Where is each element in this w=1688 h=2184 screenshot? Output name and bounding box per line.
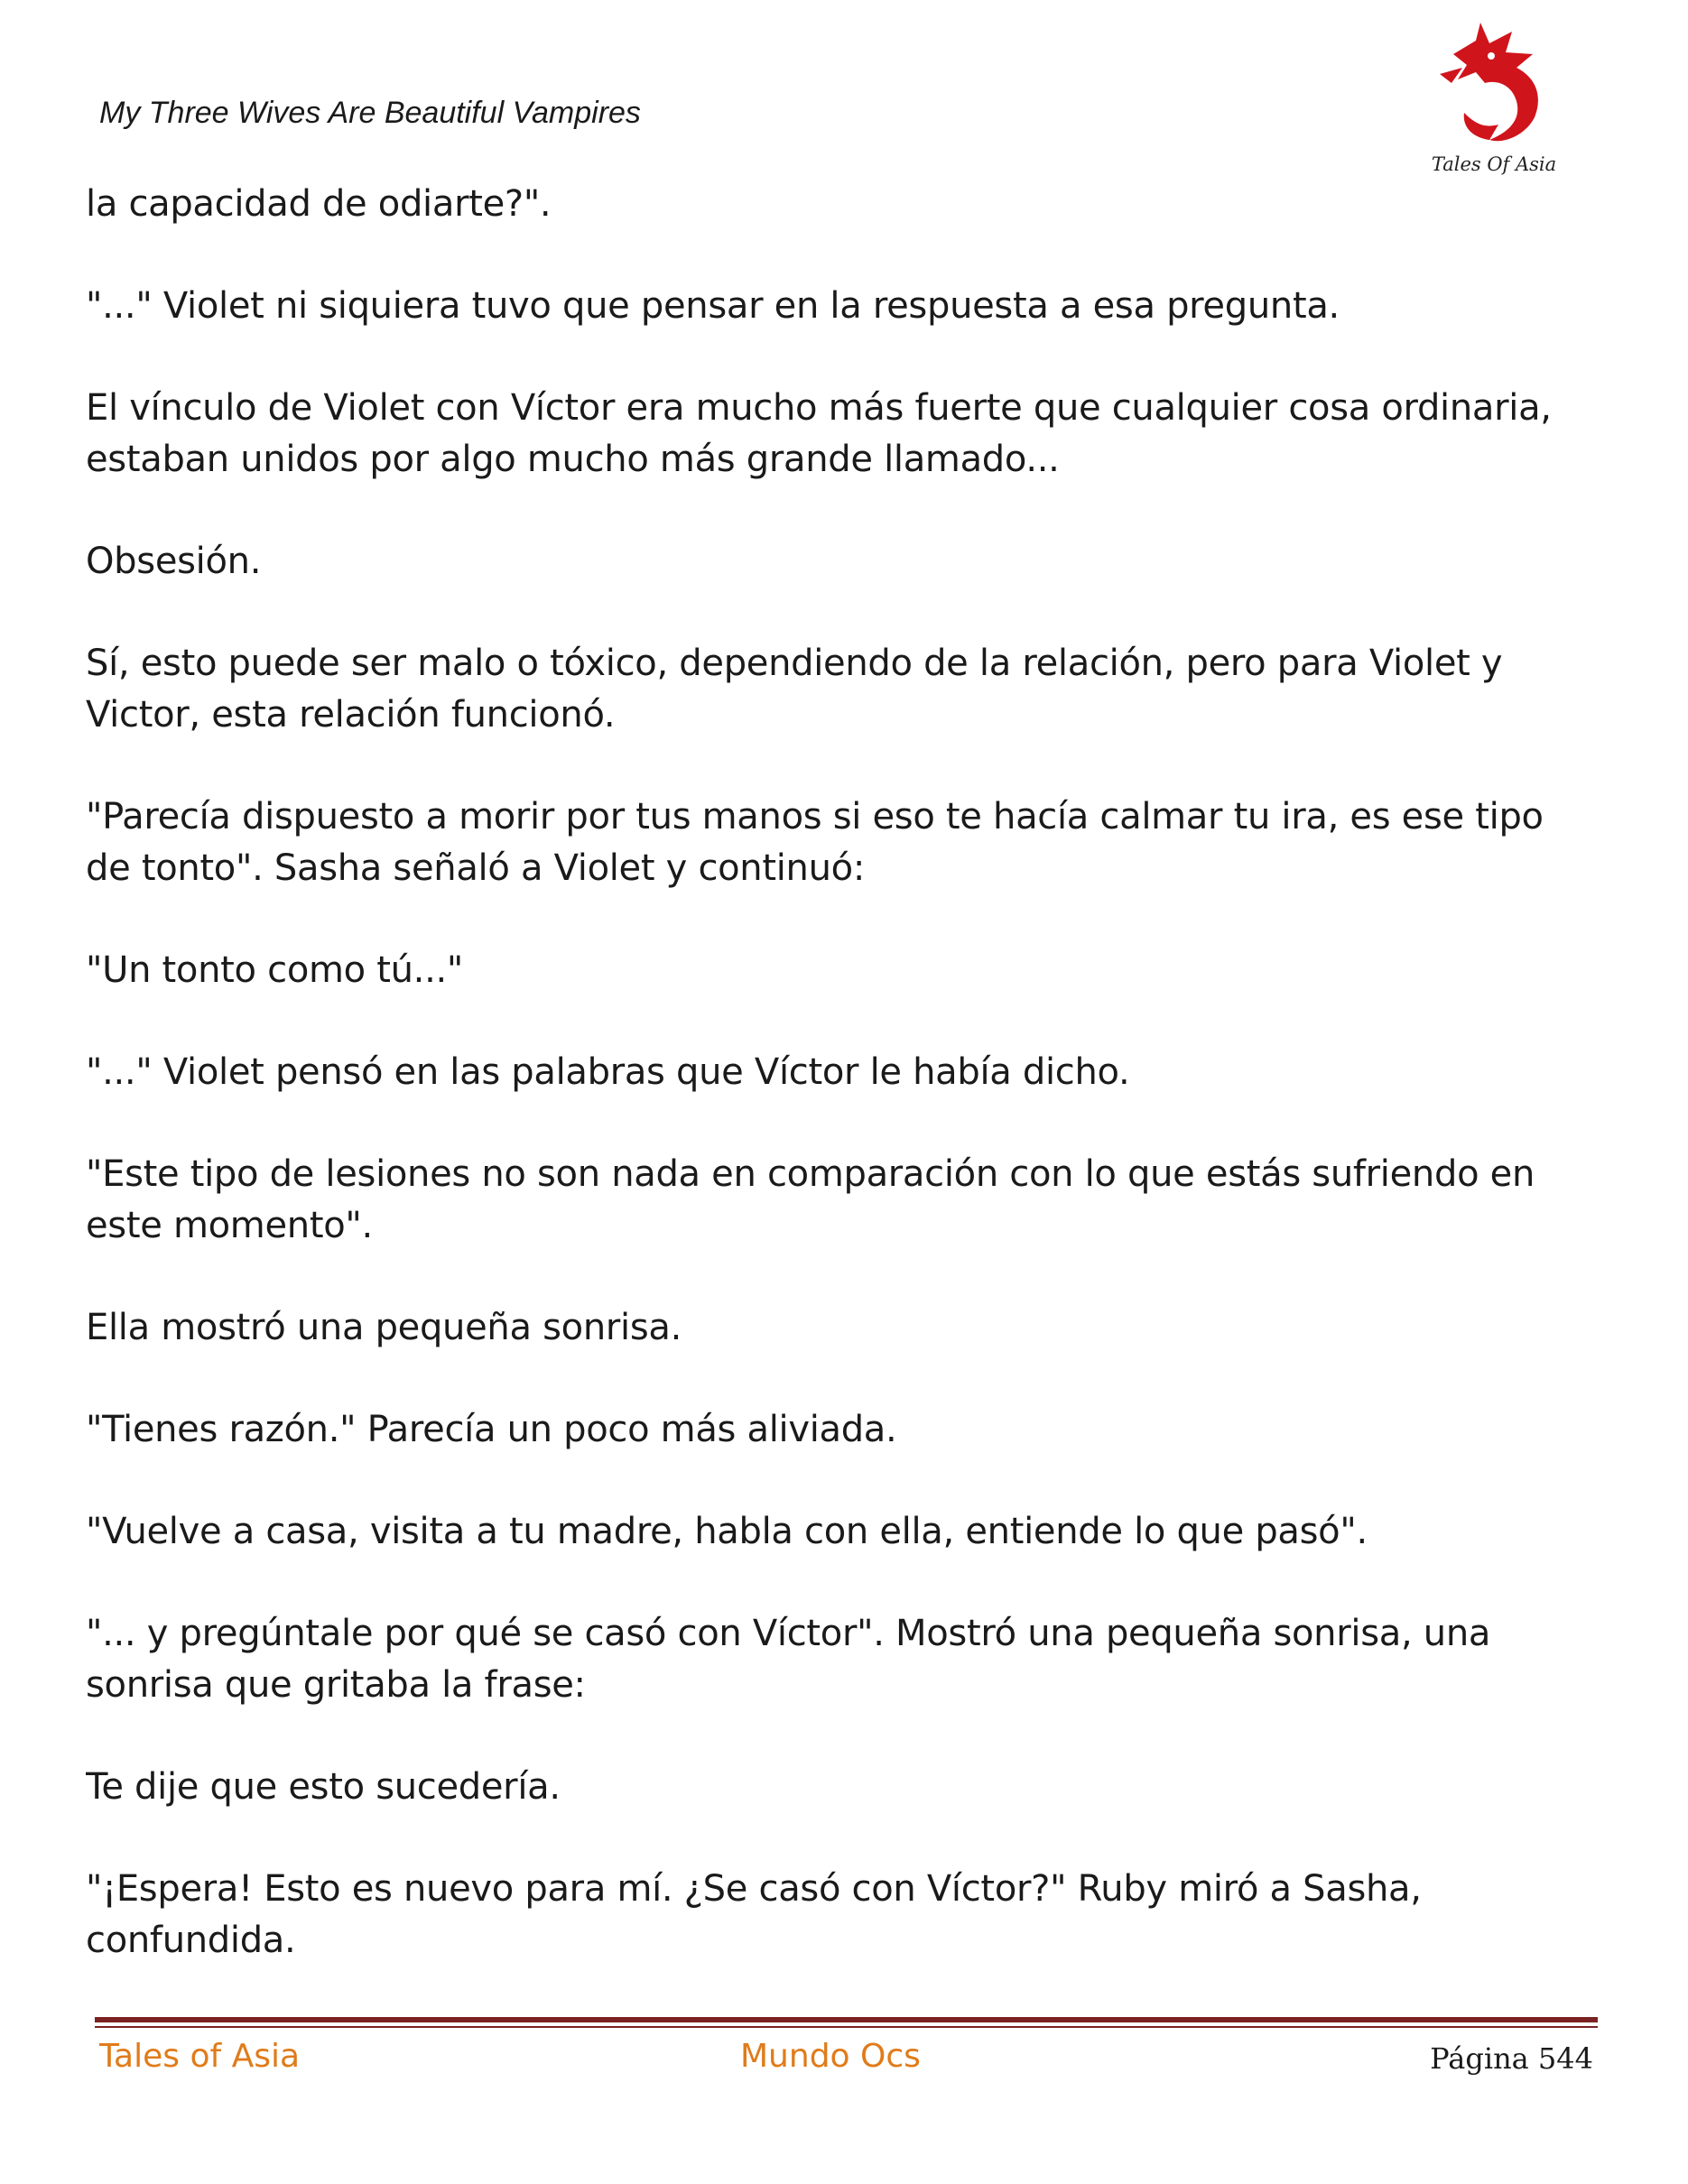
paragraph: la capacidad de odiarte?". <box>86 183 552 225</box>
page-number: Página 544 <box>1430 2041 1593 2076</box>
paragraph: Obsesión. <box>86 541 262 582</box>
footer-section-name: Mundo Ocs <box>740 2038 921 2075</box>
paragraph: "Un tonto como tú..." <box>86 949 464 991</box>
paragraph: Te dije que esto sucedería. <box>86 1766 561 1808</box>
paragraph: "Parecía dispuesto a morir por tus manos si eso te hacía calmar tu ira, es ese tipo de tonto". Sasha señaló a Violet y continuó: <box>86 796 1544 889</box>
document-header-title: My Three Wives Are Beautiful Vampires <box>99 96 641 130</box>
footer-rule-thin <box>95 2026 1598 2028</box>
paragraph: "Vuelve a casa, visita a tu madre, habla con ella, entiende lo que pasó". <box>86 1511 1368 1552</box>
footer-rule <box>95 2017 1598 2022</box>
paragraph: Sí, esto puede ser malo o tóxico, dependiendo de la relación, pero para Violet y Victor, esta relación funcionó. <box>86 643 1503 736</box>
paragraph: "Tienes razón." Parecía un poco más aliviada. <box>86 1409 897 1450</box>
paragraph: "¡Espera! Esto es nuevo para mí. ¿Se casó con Víctor?" Ruby miró a Sasha, confundida. <box>86 1868 1422 1961</box>
paragraph: "Este tipo de lesiones no son nada en comparación con lo que estás sufriendo en este momento". <box>86 1153 1535 1246</box>
footer-site-name: Tales of Asia <box>99 2038 301 2075</box>
logo-text: Tales Of Asia <box>1431 153 1557 175</box>
paragraph: El vínculo de Violet con Víctor era mucho más fuerte que cualquier cosa ordinaria, estaban unidos por algo mucho más grande llamado... <box>86 387 1552 480</box>
paragraph: "..." Violet ni siquiera tuvo que pensar en la respuesta a esa pregunta. <box>86 285 1340 327</box>
tales-of-asia-logo <box>1426 18 1562 180</box>
page-body <box>86 179 1575 2015</box>
red-dragon-icon <box>1426 18 1562 153</box>
paragraph: "... y pregúntale por qué se casó con Víctor". Mostró una pequeña sonrisa, una sonrisa que gritaba la frase: <box>86 1613 1491 1706</box>
paragraph: Ella mostró una pequeña sonrisa. <box>86 1307 682 1348</box>
paragraph: "..." Violet pensó en las palabras que Víctor le había dicho. <box>86 1051 1130 1093</box>
